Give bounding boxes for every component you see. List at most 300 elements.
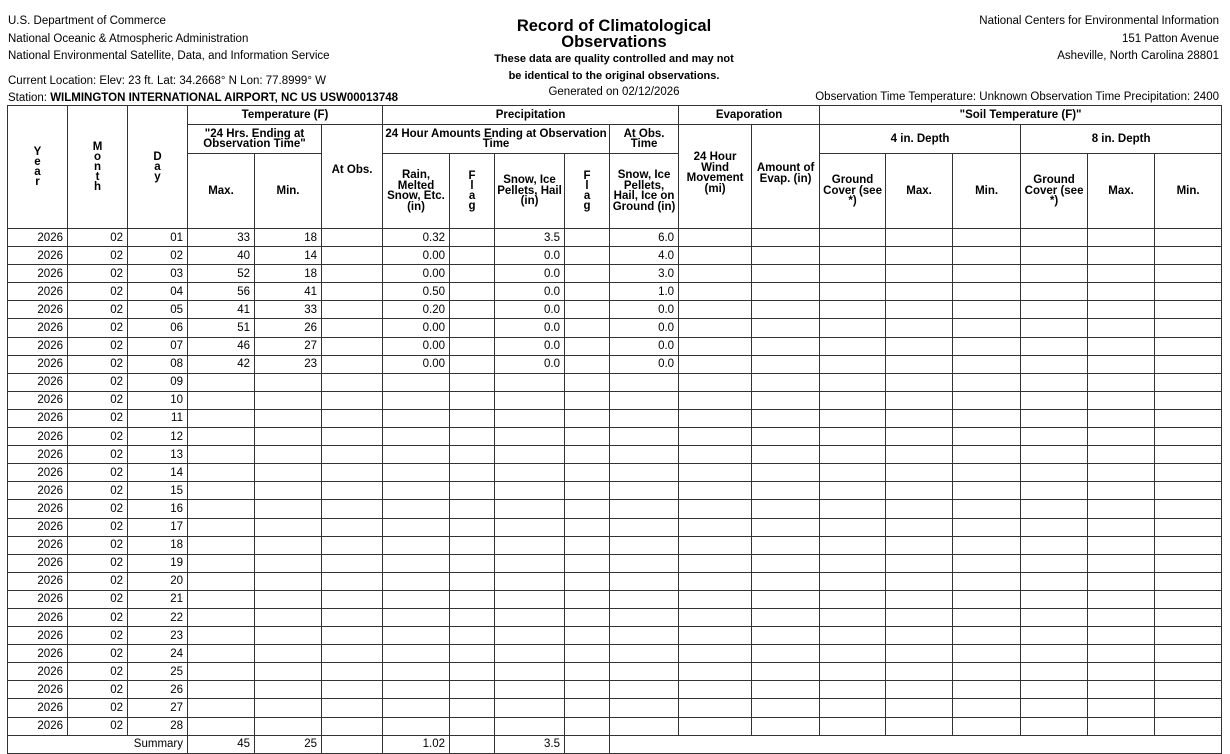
cell-evap (752, 229, 820, 247)
cell-year: 2026 (8, 536, 68, 554)
cell-month: 02 (68, 608, 128, 626)
cell-s8min (1155, 446, 1222, 464)
cell-snow-ground: 0.0 (610, 337, 679, 355)
cell-day: 26 (128, 681, 188, 699)
cell-gc4 (820, 337, 886, 355)
cell-evap (752, 554, 820, 572)
cell-day: 13 (128, 446, 188, 464)
cell-evap (752, 337, 820, 355)
table-row (8, 337, 1222, 355)
cell-min (255, 446, 322, 464)
cell-s8min (1155, 554, 1222, 572)
cell-gc4 (820, 464, 886, 482)
cell-flag1 (450, 663, 495, 681)
table-row (8, 373, 1222, 391)
cell-gc4 (820, 482, 886, 500)
precipitation-group-header: Precipitation (383, 106, 679, 125)
cell-day: 09 (128, 373, 188, 391)
cell-gc4 (820, 446, 886, 464)
precip-at-obs-subheader: At Obs. Time (610, 125, 679, 154)
cell-gc8 (1021, 554, 1088, 572)
cell-min: 27 (255, 337, 322, 355)
cell-min: 23 (255, 355, 322, 373)
cell-evap (752, 482, 820, 500)
cell-month: 02 (68, 699, 128, 717)
cell-s4min (953, 663, 1021, 681)
soil-4in-min-header: Min. (953, 154, 1021, 229)
cell-flag1 (450, 464, 495, 482)
cell-at-obs (322, 337, 383, 355)
cell-day: 01 (128, 229, 188, 247)
cell-s4max (886, 464, 953, 482)
cell-year: 2026 (8, 518, 68, 536)
cell-s4max (886, 572, 953, 590)
cell-rain (383, 717, 450, 735)
ncei-city: Asheville, North Carolina 28801 (1057, 50, 1219, 62)
cell-at-obs (322, 247, 383, 265)
cell-s8max (1088, 572, 1155, 590)
cell-s8max (1088, 645, 1155, 663)
cell-wind (679, 464, 752, 482)
cell-gc8 (1021, 482, 1088, 500)
table-body (8, 229, 1222, 736)
cell-s8min (1155, 572, 1222, 590)
cell-s8min (1155, 229, 1222, 247)
cell-snow-ground: 6.0 (610, 229, 679, 247)
cell-wind (679, 663, 752, 681)
cell-month: 02 (68, 482, 128, 500)
report-title-line2: Observations (561, 33, 667, 51)
cell-gc8 (1021, 446, 1088, 464)
cell-min (255, 663, 322, 681)
cell-s4max (886, 536, 953, 554)
cell-rain (383, 409, 450, 427)
cell-day: 04 (128, 283, 188, 301)
cell-wind (679, 373, 752, 391)
cell-snow-ground (610, 681, 679, 699)
cell-gc8 (1021, 627, 1088, 645)
cell-wind (679, 319, 752, 337)
cell-day: 11 (128, 409, 188, 427)
cell-s8min (1155, 301, 1222, 319)
cell-gc8 (1021, 645, 1088, 663)
cell-flag2 (565, 319, 610, 337)
cell-wind (679, 355, 752, 373)
cell-evap (752, 518, 820, 536)
depth-4in-subheader: 4 in. Depth (820, 125, 1021, 154)
cell-year: 2026 (8, 482, 68, 500)
cell-rain: 0.00 (383, 355, 450, 373)
cell-snow-ground: 0.0 (610, 319, 679, 337)
cell-year: 2026 (8, 319, 68, 337)
cell-min (255, 464, 322, 482)
table-row (8, 464, 1222, 482)
cell-s4min (953, 355, 1021, 373)
cell-s4min (953, 608, 1021, 626)
cell-snow-ground (610, 590, 679, 608)
cell-s4max (886, 409, 953, 427)
cell-wind (679, 536, 752, 554)
table-row (8, 446, 1222, 464)
cell-rain (383, 373, 450, 391)
cell-min (255, 391, 322, 409)
cell-month: 02 (68, 717, 128, 735)
cell-min (255, 554, 322, 572)
cell-gc4 (820, 554, 886, 572)
cell-min (255, 681, 322, 699)
cell-year: 2026 (8, 391, 68, 409)
cell-min (255, 518, 322, 536)
cell-flag1 (450, 391, 495, 409)
cell-s8max (1088, 355, 1155, 373)
cell-snow (495, 518, 565, 536)
cell-wind (679, 518, 752, 536)
cell-min (255, 717, 322, 735)
cell-year: 2026 (8, 500, 68, 518)
cell-wind (679, 717, 752, 735)
table-row (8, 590, 1222, 608)
cell-s4max (886, 554, 953, 572)
summary-row (8, 735, 1222, 753)
cell-rain (383, 699, 450, 717)
cell-s8max (1088, 301, 1155, 319)
cell-rain (383, 428, 450, 446)
cell-at-obs (322, 283, 383, 301)
cell-s4min (953, 446, 1021, 464)
cell-max: 42 (188, 355, 255, 373)
station-name: WILMINGTON INTERNATIONAL AIRPORT, NC US USW00013748 (50, 92, 399, 104)
cell-gc8 (1021, 337, 1088, 355)
cell-s4max (886, 428, 953, 446)
cell-wind (679, 554, 752, 572)
cell-day: 20 (128, 572, 188, 590)
cell-month: 02 (68, 337, 128, 355)
cell-flag2 (565, 699, 610, 717)
col-year-header: Y e a r (8, 106, 68, 229)
observation-time-info: Observation Time Temperature: Unknown Observation Time Precipitation: 2400 (815, 91, 1219, 103)
cell-snow-ground: 4.0 (610, 247, 679, 265)
ncei-name: National Centers for Environmental Information (979, 15, 1219, 27)
cell-s4max (886, 608, 953, 626)
cell-month: 02 (68, 428, 128, 446)
cell-flag1 (450, 699, 495, 717)
cell-s8min (1155, 319, 1222, 337)
cell-month: 02 (68, 663, 128, 681)
summary-flag1 (450, 735, 495, 753)
cell-snow: 0.0 (495, 337, 565, 355)
cell-s4max (886, 645, 953, 663)
quality-note-line2: be identical to the original observations. (508, 70, 720, 82)
table-row (8, 319, 1222, 337)
cell-wind (679, 428, 752, 446)
cell-rain: 0.00 (383, 337, 450, 355)
cell-month: 02 (68, 681, 128, 699)
cell-gc4 (820, 283, 886, 301)
cell-wind (679, 409, 752, 427)
ground-cover-8in-header: Ground Cover (see *) (1021, 154, 1088, 229)
cell-year: 2026 (8, 337, 68, 355)
soil-4in-max-header: Max. (886, 154, 953, 229)
cell-snow (495, 464, 565, 482)
cell-s8max (1088, 627, 1155, 645)
cell-year: 2026 (8, 373, 68, 391)
summary-rain: 1.02 (383, 735, 450, 753)
cell-year: 2026 (8, 283, 68, 301)
current-location: Current Location: Elev: 23 ft. Lat: 34.2668° N Lon: 77.8999° W (8, 74, 326, 87)
cell-rain (383, 391, 450, 409)
cell-rain (383, 518, 450, 536)
cell-s8max (1088, 373, 1155, 391)
cell-s8min (1155, 391, 1222, 409)
report-title-line1: Record of Climatological (516, 17, 712, 35)
cell-flag1 (450, 536, 495, 554)
cell-day: 02 (128, 247, 188, 265)
cell-wind (679, 482, 752, 500)
cell-gc4 (820, 645, 886, 663)
cell-max (188, 500, 255, 518)
cell-flag2 (565, 301, 610, 319)
cell-snow-ground (610, 536, 679, 554)
cell-s4min (953, 301, 1021, 319)
cell-gc4 (820, 409, 886, 427)
cell-snow (495, 608, 565, 626)
summary-label: Summary (8, 735, 188, 753)
cell-flag2 (565, 229, 610, 247)
cell-wind (679, 301, 752, 319)
cell-at-obs (322, 446, 383, 464)
cell-month: 02 (68, 554, 128, 572)
cell-rain: 0.00 (383, 319, 450, 337)
col-day-header: D a y (128, 106, 188, 229)
cell-gc8 (1021, 373, 1088, 391)
cell-rain (383, 464, 450, 482)
cell-snow-ground (610, 409, 679, 427)
cell-max (188, 645, 255, 663)
cell-at-obs (322, 627, 383, 645)
cell-month: 02 (68, 391, 128, 409)
cell-rain (383, 536, 450, 554)
cell-year: 2026 (8, 301, 68, 319)
generated-date: Generated on 02/12/2026 (548, 86, 680, 98)
cell-year: 2026 (8, 247, 68, 265)
cell-snow (495, 373, 565, 391)
cell-s8min (1155, 699, 1222, 717)
cell-evap (752, 247, 820, 265)
cell-max: 56 (188, 283, 255, 301)
cell-evap (752, 464, 820, 482)
cell-s4max (886, 627, 953, 645)
cell-s8max (1088, 608, 1155, 626)
cell-at-obs (322, 391, 383, 409)
cell-evap (752, 500, 820, 518)
cell-gc4 (820, 717, 886, 735)
cell-min (255, 409, 322, 427)
cell-flag1 (450, 572, 495, 590)
cell-snow-ground (610, 645, 679, 663)
cell-s4min (953, 229, 1021, 247)
cell-rain (383, 681, 450, 699)
cell-wind (679, 699, 752, 717)
cell-day: 18 (128, 536, 188, 554)
cell-snow (495, 717, 565, 735)
cell-wind (679, 645, 752, 663)
cell-s4max (886, 681, 953, 699)
cell-flag1 (450, 355, 495, 373)
cell-year: 2026 (8, 464, 68, 482)
cell-day: 08 (128, 355, 188, 373)
cell-snow-ground (610, 554, 679, 572)
cell-max (188, 590, 255, 608)
cell-month: 02 (68, 355, 128, 373)
cell-gc8 (1021, 355, 1088, 373)
cell-at-obs (322, 229, 383, 247)
cell-snow: 0.0 (495, 319, 565, 337)
cell-min: 14 (255, 247, 322, 265)
cell-s4max (886, 229, 953, 247)
cell-s4max (886, 446, 953, 464)
report-title-block (464, 18, 764, 100)
cell-snow-ground (610, 572, 679, 590)
cell-flag2 (565, 464, 610, 482)
cell-gc8 (1021, 428, 1088, 446)
cell-s4min (953, 645, 1021, 663)
cell-s4max (886, 500, 953, 518)
cell-day: 05 (128, 301, 188, 319)
soil-8in-min-header: Min. (1155, 154, 1222, 229)
cell-evap (752, 717, 820, 735)
cell-rain (383, 627, 450, 645)
cell-year: 2026 (8, 554, 68, 572)
cell-s4min (953, 247, 1021, 265)
cell-gc8 (1021, 699, 1088, 717)
cell-year: 2026 (8, 699, 68, 717)
cell-month: 02 (68, 409, 128, 427)
cell-max (188, 373, 255, 391)
cell-max (188, 482, 255, 500)
cell-min (255, 645, 322, 663)
cell-s4max (886, 391, 953, 409)
cell-s4max (886, 699, 953, 717)
cell-s8min (1155, 681, 1222, 699)
cell-gc8 (1021, 301, 1088, 319)
cell-wind (679, 337, 752, 355)
cell-day: 21 (128, 590, 188, 608)
cell-flag1 (450, 645, 495, 663)
cell-snow (495, 446, 565, 464)
table-row (8, 699, 1222, 717)
cell-gc8 (1021, 409, 1088, 427)
table-row (8, 283, 1222, 301)
cell-flag1 (450, 337, 495, 355)
cell-s8min (1155, 518, 1222, 536)
cell-wind (679, 590, 752, 608)
cell-day: 27 (128, 699, 188, 717)
cell-s8min (1155, 355, 1222, 373)
temperature-group-header: Temperature (F) (188, 106, 383, 125)
cell-s4min (953, 283, 1021, 301)
cell-flag2 (565, 518, 610, 536)
cell-snow-ground: 0.0 (610, 301, 679, 319)
cell-s8min (1155, 283, 1222, 301)
ncei-address-block (979, 13, 1219, 66)
cell-snow-ground (610, 627, 679, 645)
cell-max (188, 428, 255, 446)
cell-s8max (1088, 464, 1155, 482)
cell-s4max (886, 518, 953, 536)
cell-s4max (886, 301, 953, 319)
cell-flag2 (565, 337, 610, 355)
soil-temperature-group-header: "Soil Temperature (F)" (820, 106, 1222, 125)
cell-rain: 0.32 (383, 229, 450, 247)
cell-flag2 (565, 482, 610, 500)
cell-max (188, 536, 255, 554)
evaporation-group-header: Evaporation (679, 106, 820, 125)
cell-flag2 (565, 391, 610, 409)
cell-s8max (1088, 265, 1155, 283)
cell-snow-ground: 3.0 (610, 265, 679, 283)
cell-s8min (1155, 717, 1222, 735)
cell-month: 02 (68, 229, 128, 247)
flag1-header: F l a g (450, 154, 495, 229)
table-row (8, 518, 1222, 536)
cell-flag2 (565, 355, 610, 373)
cell-rain (383, 554, 450, 572)
summary-snow: 3.5 (495, 735, 565, 753)
cell-flag2 (565, 283, 610, 301)
cell-gc4 (820, 355, 886, 373)
cell-wind (679, 265, 752, 283)
cell-evap (752, 446, 820, 464)
cell-max (188, 681, 255, 699)
cell-flag2 (565, 572, 610, 590)
cell-at-obs (322, 409, 383, 427)
cell-day: 28 (128, 717, 188, 735)
cell-gc8 (1021, 265, 1088, 283)
cell-year: 2026 (8, 681, 68, 699)
table-row (8, 681, 1222, 699)
cell-max: 52 (188, 265, 255, 283)
cell-evap (752, 608, 820, 626)
summary-flag2 (565, 735, 610, 753)
cell-flag2 (565, 645, 610, 663)
precip-24h-subheader: 24 Hour Amounts Ending at Observation Time (383, 125, 610, 154)
cell-day: 14 (128, 464, 188, 482)
cell-at-obs (322, 645, 383, 663)
cell-snow: 0.0 (495, 301, 565, 319)
cell-s8min (1155, 663, 1222, 681)
cell-s4max (886, 663, 953, 681)
cell-s8max (1088, 247, 1155, 265)
cell-day: 22 (128, 608, 188, 626)
cell-evap (752, 627, 820, 645)
summary-max: 45 (188, 735, 255, 753)
cell-s8max (1088, 229, 1155, 247)
agency-noaa: National Oceanic & Atmospheric Administration (8, 32, 249, 45)
cell-at-obs (322, 717, 383, 735)
cell-evap (752, 355, 820, 373)
cell-s8min (1155, 265, 1222, 283)
table-row (8, 301, 1222, 319)
cell-wind (679, 500, 752, 518)
cell-snow-ground (610, 373, 679, 391)
cell-snow-ground (610, 717, 679, 735)
flag2-header: F l a g (565, 154, 610, 229)
cell-at-obs (322, 536, 383, 554)
cell-snow (495, 663, 565, 681)
cell-min: 18 (255, 265, 322, 283)
cell-min (255, 608, 322, 626)
summary-min: 25 (255, 735, 322, 753)
